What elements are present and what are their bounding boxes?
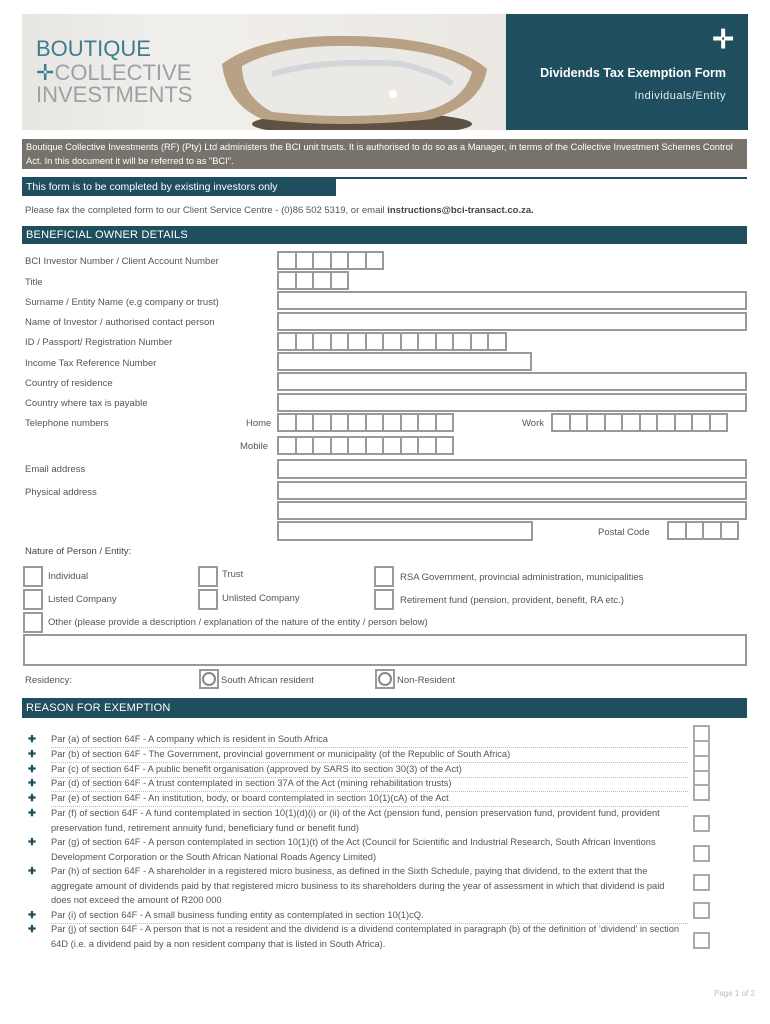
- plus-bullet-icon: ✚: [28, 749, 36, 759]
- reason-item-h: ✚ Par (h) of section 64F - A shareholder in a registered micro business, as defined in the Sixth Schedule, paying that dividend, to the extent that the aggregate amount of dividends paid by that registered micro business to its shareholders during the year of assessment in which that dividend is paid does not exceed the amount of R200 000: [28, 866, 665, 905]
- logo-line2: ✛COLLECTIVE: [36, 60, 192, 85]
- checkbox-other[interactable]: [23, 612, 43, 633]
- checkbox-individual[interactable]: [23, 566, 43, 587]
- residency-label: Residency:: [25, 675, 72, 686]
- checkbox-reason-e[interactable]: [693, 784, 710, 801]
- reason-item-g: ✚ Par (g) of section 64F - A person contemplated in section 10(1)(t) of the Act (Council for Scientific and Industrial Research, South African Inventions Development Corporation or the South African National Roads Agency Limited): [28, 837, 656, 862]
- form-title: Dividends Tax Exemption Form: [540, 66, 726, 80]
- checkbox-reason-i[interactable]: [693, 902, 710, 919]
- investor-number-input[interactable]: [277, 251, 382, 270]
- physical-address-line3[interactable]: [277, 521, 533, 541]
- oyster-pearl-image: [202, 24, 492, 130]
- option-unlisted-company: Unlisted Company: [222, 593, 300, 604]
- plus-bullet-icon: ✚: [28, 808, 36, 818]
- investor-name-input[interactable]: [277, 312, 747, 331]
- label-postal-code: Postal Code: [598, 527, 650, 538]
- label-country-tax: Country where tax is payable: [25, 398, 148, 409]
- plus-bullet-icon: ✚: [28, 910, 36, 920]
- checkbox-reason-j[interactable]: [693, 932, 710, 949]
- reason-item-i: ✚ Par (i) of section 64F - A small business funding entity as contemplated in section 10(1)cQ.: [28, 908, 688, 924]
- option-rsa-government: RSA Government, provincial administration, municipalities: [400, 572, 644, 583]
- title-input[interactable]: [277, 271, 347, 290]
- reason-item-b: ✚ Par (b) of section 64F - The Government, provincial government or municipality (of the Republic of South Africa): [28, 747, 688, 763]
- label-email: Email address: [25, 464, 86, 475]
- checkbox-listed-company[interactable]: [23, 589, 43, 610]
- checkbox-reason-f[interactable]: [693, 815, 710, 832]
- label-id-number: ID / Passport/ Registration Number: [25, 337, 173, 348]
- option-retirement-fund: Retirement fund (pension, provident, benefit, RA etc.): [400, 595, 624, 606]
- plus-logo-icon: ✛: [712, 24, 734, 54]
- radio-south-african-resident[interactable]: [199, 669, 219, 689]
- page-number: Page 1 of 2: [714, 989, 755, 998]
- reason-item-d: ✚ Par (d) of section 64F - A trust contemplated in section 37A of the Act (mining rehabilitation trusts): [28, 776, 688, 792]
- reason-item-a: ✚ Par (a) of section 64F - A company which is resident in South Africa: [28, 732, 688, 748]
- label-telephone: Telephone numbers: [25, 418, 109, 429]
- reason-item-f: ✚ Par (f) of section 64F - A fund contemplated in section 10(1)(d)(i) or (ii) of the Act (pension fund, pension preservation fund, provident fund, provident preservation fund, retirement annuity fund, beneficiary fund or benefit fund): [28, 808, 660, 833]
- country-tax-input[interactable]: [277, 393, 747, 412]
- reason-item-j: ✚ Par (j) of section 64F - A person that is not a resident and the dividend is a dividend contemplated in paragraph (b) of the definition of ‘dividend’ in section 64D (i.e. a dividend paid by a non resident company that is listed in South Africa).: [28, 924, 680, 949]
- physical-address-line1[interactable]: [277, 481, 747, 500]
- checkbox-unlisted-company[interactable]: [198, 589, 218, 610]
- tax-reference-input[interactable]: [277, 352, 532, 371]
- checkbox-reason-g[interactable]: [693, 845, 710, 862]
- postal-code-input[interactable]: [667, 521, 737, 540]
- form-subtitle: Individuals/Entity: [634, 90, 726, 102]
- surname-input[interactable]: [277, 291, 747, 310]
- nature-heading: Nature of Person / Entity:: [25, 546, 132, 557]
- label-title: Title: [25, 277, 43, 288]
- label-investor-number: BCI Investor Number / Client Account Number: [25, 256, 219, 267]
- form-title-box: [506, 14, 748, 130]
- section-heading-reasons: REASON FOR EXEMPTION: [22, 698, 747, 718]
- label-work: Work: [522, 418, 544, 429]
- radio-non-resident[interactable]: [375, 669, 395, 689]
- email-input[interactable]: [277, 459, 747, 479]
- intro-text: Boutique Collective Investments (RF) (Pty) Ltd administers the BCI unit trusts. It is authorised to do so as a Manager, in terms of the Collective Investment Schemes Control Act. In this document it will be referred to as "BCI".: [22, 139, 747, 169]
- physical-address-line2[interactable]: [277, 501, 747, 520]
- header-banner: [22, 14, 506, 130]
- label-surname: Surname / Entity Name (e.g company or trust): [25, 297, 219, 308]
- checkbox-reason-h[interactable]: [693, 874, 710, 891]
- checkbox-trust[interactable]: [198, 566, 218, 587]
- email-link[interactable]: instructions@bci-transact.co.za.: [387, 205, 534, 216]
- option-trust: Trust: [222, 569, 244, 580]
- logo-line1: BOUTIQUE: [36, 36, 151, 61]
- option-individual: Individual: [48, 571, 89, 582]
- label-mobile: Mobile: [240, 441, 268, 452]
- mobile-phone-input[interactable]: [277, 436, 452, 455]
- checkbox-retirement-fund[interactable]: [374, 589, 394, 610]
- plus-bullet-icon: ✚: [28, 734, 36, 744]
- plus-bullet-icon: ✚: [28, 793, 36, 803]
- option-listed-company: Listed Company: [48, 594, 117, 605]
- label-investor-name: Name of Investor / authorised contact person: [25, 317, 215, 328]
- section-heading-beneficial: BENEFICIAL OWNER DETAILS: [22, 226, 747, 244]
- label-tax-reference: Income Tax Reference Number: [25, 358, 157, 369]
- home-phone-input[interactable]: [277, 413, 452, 432]
- option-south-african-resident: South African resident: [221, 675, 314, 686]
- label-country-residence: Country of residence: [25, 378, 113, 389]
- plus-bullet-icon: ✚: [28, 924, 36, 934]
- plus-bullet-icon: ✚: [28, 837, 36, 847]
- other-description-input[interactable]: [23, 634, 747, 666]
- country-residence-input[interactable]: [277, 372, 747, 391]
- notice-heading: This form is to be completed by existing investors only: [22, 179, 336, 196]
- plus-bullet-icon: ✚: [28, 778, 36, 788]
- option-non-resident: Non-Resident: [397, 675, 456, 686]
- logo-plus-icon: ✛: [36, 60, 55, 85]
- id-number-input[interactable]: [277, 332, 505, 351]
- fax-instructions: Please fax the completed form to our Client Service Centre - (0)86 502 5319, or email instructions@bci-transact.co.za.: [25, 205, 534, 216]
- plus-bullet-icon: ✚: [28, 764, 36, 774]
- plus-bullet-icon: ✚: [28, 866, 36, 876]
- logo-line3: INVESTMENTS: [36, 82, 193, 107]
- reason-item-e: ✚ Par (e) of section 64F - An institution, body, or board contemplated in section 10(1)(cA) of the Act: [28, 791, 688, 807]
- reason-item-c: ✚ Par (c) of section 64F - A public benefit organisation (approved by SARS ito section 30(3) of the Act): [28, 762, 688, 778]
- label-physical-address: Physical address: [25, 487, 97, 498]
- checkbox-rsa-government[interactable]: [374, 566, 394, 587]
- work-phone-input[interactable]: [551, 413, 726, 432]
- label-home: Home: [246, 418, 272, 429]
- option-other: Other (please provide a description / explanation of the nature of the entity / person below): [48, 617, 428, 628]
